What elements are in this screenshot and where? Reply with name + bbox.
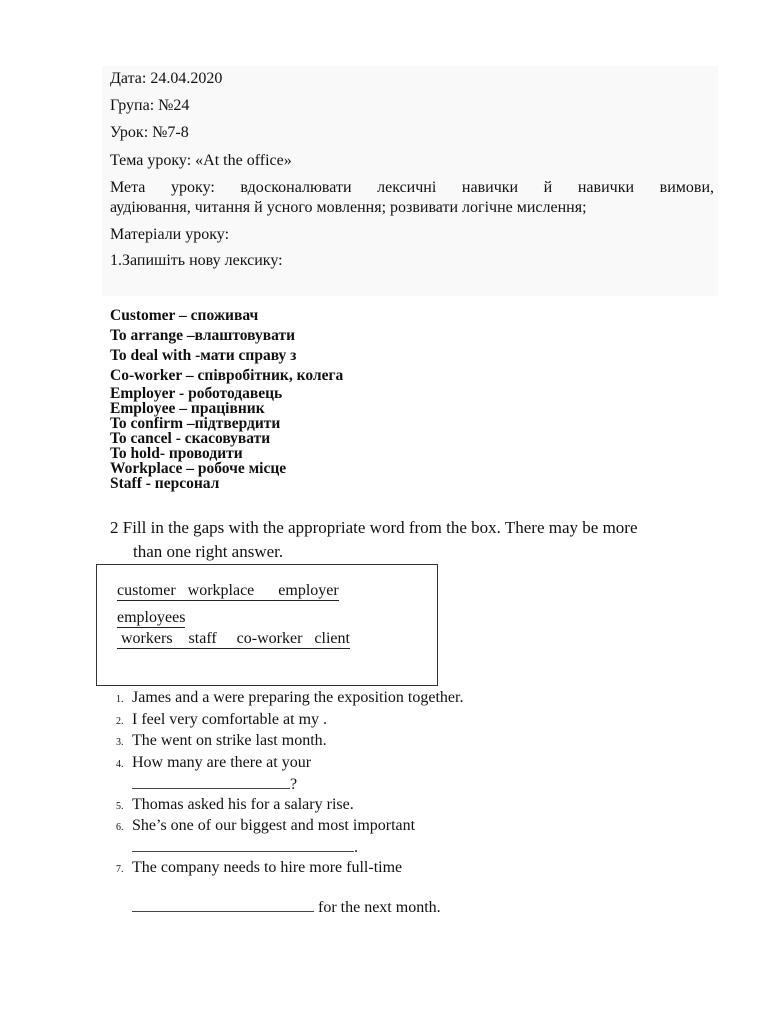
exercise-item: 7. The company needs to hire more full-time (116, 858, 403, 876)
exercise-item: 3. The went on strike last month. (116, 732, 327, 750)
vocab-item: To hold- проводити (110, 445, 243, 462)
word-box-line3: workers staff co-worker client (117, 630, 350, 647)
word-box (96, 564, 438, 686)
exercise-answer-line: ? (116, 775, 463, 795)
vocab-item: To confirm –підтвердити (110, 415, 281, 432)
lesson-topic: Тема уроку: «At the office» (110, 152, 292, 169)
task2-line2: than one right answer. (133, 542, 284, 561)
task2-number: 2 (110, 518, 119, 537)
vocab-item: Workplace – робоче місце (110, 460, 287, 477)
vocab-item: Staff - персонал (110, 475, 220, 492)
vocab-item: Employee – працівник (110, 400, 265, 417)
vocabulary-list (110, 306, 343, 491)
lesson-goal-line1: Мета уроку: вдосконалювати лексичні навички й навички вимови, (110, 179, 714, 196)
vocab-item: To deal with -мати справу з (110, 347, 297, 364)
vocab-item: To arrange –влаштовувати (110, 327, 296, 344)
exercise-list (116, 688, 463, 918)
lesson-materials: Матеріали уроку: (110, 226, 230, 243)
vocab-item: To cancel - скасовувати (110, 430, 271, 447)
lesson-number: Урок: №7-8 (110, 124, 189, 141)
answer-blank[interactable] (132, 898, 314, 912)
vocab-item: Co-worker – співробітник, колега (110, 367, 344, 384)
word-box-line1: customer workplace employer (117, 582, 339, 599)
exercise-item: 1. James and a were preparing the exposition together. (116, 689, 464, 706)
task1-heading: 1.Запишіть нову лексику: (110, 252, 283, 269)
lesson-group: Група: №24 (110, 97, 190, 114)
task2-line1: Fill in the gaps with the appropriate word from the box. There may be more (122, 518, 638, 537)
exercise-item: 4. How many are there at your (116, 754, 312, 772)
lesson-goal (110, 178, 714, 218)
lesson-date: Дата: 24.04.2020 (110, 70, 223, 87)
vocab-item: Customer – споживач (110, 307, 259, 324)
exercise-answer-line: for the next month. (116, 898, 463, 918)
answer-blank[interactable] (132, 838, 354, 852)
answer-blank[interactable] (132, 775, 290, 789)
exercise-answer-line: . (116, 838, 463, 858)
exercise-item: 5. Thomas asked his for a salary rise. (116, 795, 354, 813)
lesson-goal-line2: аудіювання, читання й усного мовлення; розвивати логічне мислення; (110, 199, 587, 216)
task2-instruction (110, 516, 638, 564)
word-box-line2: employees (117, 609, 186, 626)
exercise-item: 2. I feel very comfortable at my . (116, 710, 328, 728)
exercise-item: 6. She’s one of our biggest and most important (116, 817, 416, 835)
vocab-item: Employer - роботодавець (110, 385, 283, 402)
